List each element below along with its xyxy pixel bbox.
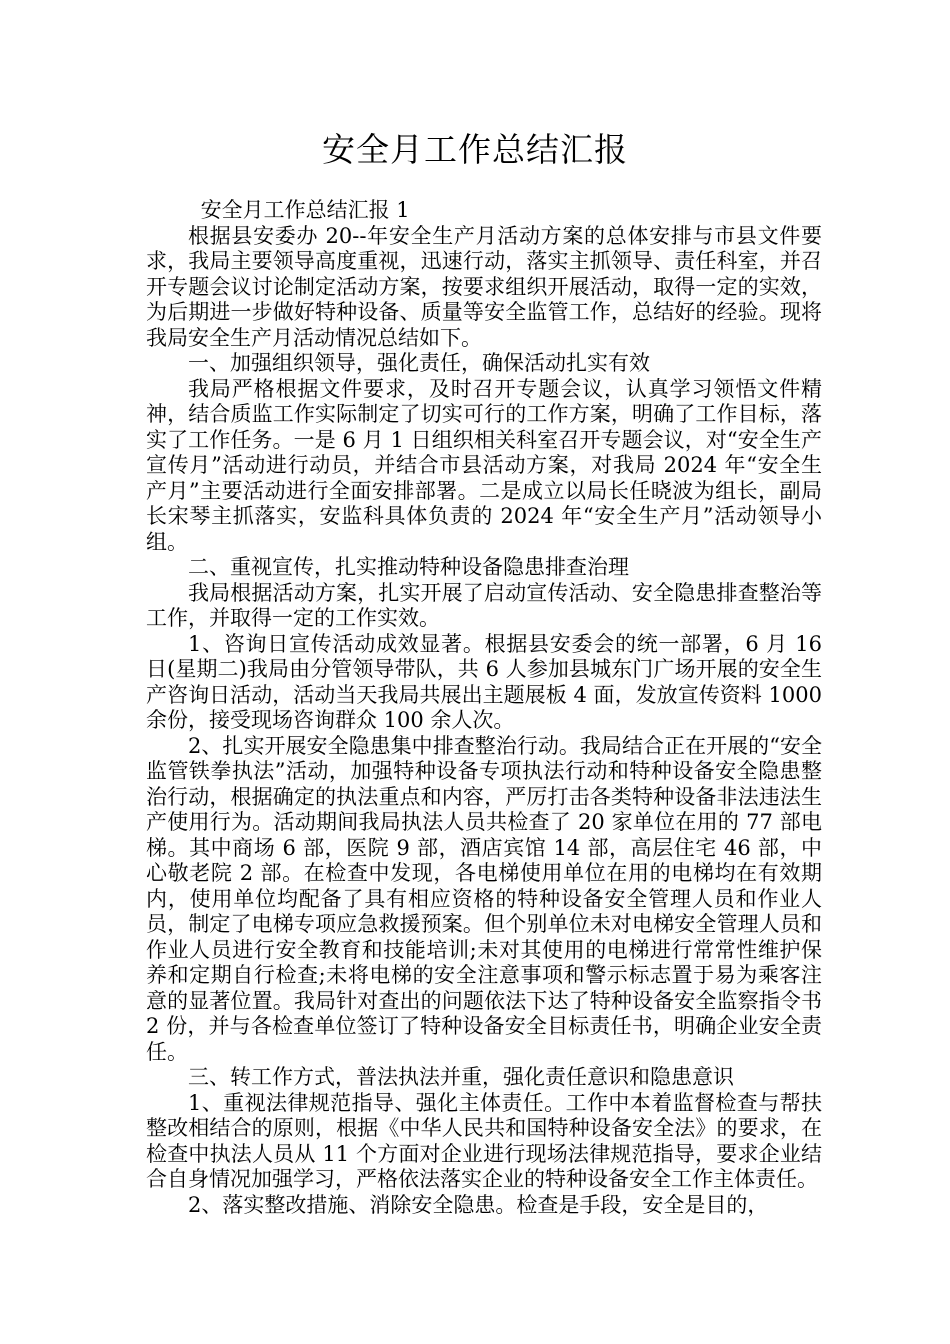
paragraph-intro: 根据县安委办 20--年安全生产月活动方案的总体安排与市县文件要求，我局主要领导高度重视，迅速行动，落实主抓领导、责任科室，并召开专题会议讨论制定活动方案，按要求组织开展活动，取得一定的实效，为后期进一步做好特种设备、质量等安全监管工作，总结好的经验。现将我局安全生产月活动情况总结如下。 (146, 223, 822, 350)
document-body (146, 198, 822, 1218)
section-heading-2: 二、重视宣传，扎实推动特种设备隐患排查治理 (188, 555, 629, 579)
paragraph-item-2-2: 2、扎实开展安全隐患集中排查整治行动。我局结合正在开展的“安全监管铁拳执法”活动，加强特种设备专项执法行动和特种设备安全隐患整治行动，根据确定的执法重点和内容，严厉打击各类特种设备非法违法生产使用行为。活动期间我局执法人员共检查了 20 家单位在用的 77 部电梯。其中商场 6 部，医院 9 部，酒店宾馆 14 部，高层住宅 46 部，中心敬老院 2 部。在检查中发现，各电梯使用单位在用的电梯均在有效期内，使用单位均配备了具有相应资格的特种设备安全管理人员和作业人员，制定了电梯专项应急救援预案。但个别单位未对电梯安全管理人员和作业人员进行安全教育和技能培训;未对其使用的电梯进行常常性维护保养和定期自行检查;未将电梯的安全注意事项和警示标志置于易为乘客注意的显著位置。我局针对查出的问题依法下达了特种设备安全监察指令书 2 份，并与各检查单位签订了特种设备安全目标责任书，明确企业安全责任。 (146, 733, 822, 1064)
paragraph-subtitle: 安全月工作总结汇报 1 (200, 198, 410, 222)
paragraph-item-2-1: 1、咨询日宣传活动成效显著。根据县安委会的统一部署，6 月 16 日(星期二)我局由分管领导带队，共 6 人参加县城东门广场开展的安全生产咨询日活动，活动当天我局共展出主题展板 4 面，发放宣传资料 1000 余份，接受现场咨询群众 100 余人次。 (146, 631, 822, 732)
paragraph-section-2: 我局根据活动方案，扎实开展了启动宣传活动、安全隐患排查整治等工作，并取得一定的工作实效。 (146, 580, 822, 630)
paragraph-item-3-1: 1、重视法律规范指导、强化主体责任。工作中本着监督检查与帮扶整改相结合的原则，根据《中华人民共和国特种设备安全法》的要求，在检查中执法人员从 11 个方面对企业进行现场法律规范指导，要求企业结合自身情况加强学习，严格依法落实企业的特种设备安全工作主体责任。 (146, 1090, 822, 1191)
paragraph-section-1: 我局严格根据文件要求，及时召开专题会议，认真学习领悟文件精神，结合质监工作实际制定了切实可行的工作方案，明确了工作目标，落实了工作任务。一是 6 月 1 日组织相关科室召开专题会议，对“安全生产宣传月”活动进行动员，并结合市县活动方案，对我局 2024 年“安全生产月”主要活动进行全面安排部署。二是成立以局长任晓波为组长，副局长宋琴主抓落实，安监科具体负责的 2024 年“安全生产月”活动领导小组。 (146, 376, 822, 554)
paragraph-item-3-2: 2、落实整改措施、消除安全隐患。检查是手段，安全是目的， (188, 1192, 769, 1217)
document-title: 安全月工作总结汇报 (322, 130, 628, 169)
section-heading-3: 三、转工作方式，普法执法并重，强化责任意识和隐患意识 (188, 1065, 734, 1089)
section-heading-1: 一、加强组织领导，强化责任，确保活动扎实有效 (188, 351, 650, 375)
